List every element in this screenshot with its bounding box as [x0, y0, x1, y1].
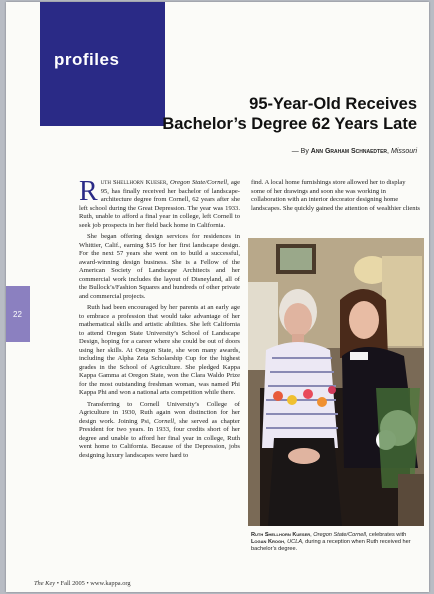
- article-title-line-1: 95-Year-Old Receives: [249, 95, 417, 113]
- footer-text: • Fall 2005 • www.kappa.org: [55, 580, 131, 587]
- section-label: profiles: [54, 50, 120, 69]
- article-column-right: [251, 179, 421, 213]
- drop-cap: R: [79, 176, 98, 207]
- event-photo: [248, 238, 424, 526]
- caption-text-mid: , celebrates with: [365, 532, 407, 538]
- paragraph-4-text-b: , she served as chapter President for two years. In 1933, four credits short of her degree and unable to afford her final year in college, Ruth went home to California. Because of the Depression, jobs designing luxury landscapes were hard to: [79, 417, 240, 459]
- paragraph-4-text-a: Transferring to Cornell University’s College of Agriculture in 1930, Ruth again won distinction for her design work. Joining Psi: [79, 400, 240, 425]
- caption-separator-1: ,: [310, 532, 314, 538]
- byline-prefix: — By: [291, 148, 311, 155]
- magazine-name: The Key: [34, 580, 56, 587]
- paragraph-1-text: , age 95, has finally received her bachelor of landscape-architecture degree from Cornell, 62 years after she left school during the Great Depression. The year was 1933. Ruth, unable to afford a final year in college, left Cornell to seek job prospects in her field back home in California.: [79, 179, 241, 229]
- caption-affiliation-2: UCLA: [287, 539, 303, 545]
- magazine-page: [6, 2, 429, 592]
- paragraph-2: She began offering design services for residences in Whittier, Calif., earning $15 for her first landscape design. For the next 57 years she went on to build a successful, award-winning design business. She is a Fellow of the American Society of Landscape Architects and her commercial work includes the layout of Disneyland, all of the Bullock’s/Fashion Squares and hundreds of other private and commercial projects.: [79, 233, 240, 300]
- byline-separator: ,: [387, 148, 391, 155]
- article-title: [117, 94, 417, 134]
- caption-text-rest: , during a reception when Ruth received her bachelor’s degree.: [251, 539, 411, 552]
- caption-affiliation-1: Oregon State/Cornell: [313, 532, 366, 538]
- photo-illustration: [248, 238, 424, 526]
- page-number: 22: [13, 310, 22, 319]
- article-column-left: [79, 176, 241, 463]
- byline-author: Ann Graham Schnaedter: [310, 148, 388, 155]
- caption-name-1: Ruth Shellhorn Kueser: [251, 532, 311, 538]
- chapter-name: , Cornell: [148, 417, 175, 425]
- byline: [292, 148, 417, 155]
- subject-affiliation: Oregon State/Cornell: [170, 179, 228, 186]
- paragraph-1: [79, 176, 241, 230]
- article-title-line-2: Bachelor’s Degree 62 Years Late: [162, 115, 417, 133]
- photo-caption: [251, 532, 423, 553]
- subject-name: uth Shellhorn Kueser: [100, 179, 167, 186]
- page-footer: [34, 580, 131, 587]
- name-separator: ,: [166, 179, 171, 186]
- byline-location: Missouri: [390, 148, 417, 155]
- paragraph-4: [79, 401, 240, 461]
- caption-separator-2: ,: [284, 539, 288, 545]
- caption-name-2: Logan Krogh: [251, 539, 285, 545]
- page-number-tab: [6, 286, 30, 342]
- paragraph-3: Ruth had been encouraged by her parents at an early age to embrace a profession that would take advantage of her mathematical skills and artistic abilities. She left California to attend Oregon State University’s School of Landscape Design, hoping for a career where she could be out of doors using her skills. At Oregon State, she won many awards, including the Alpha Zeta Scholarship Cup for the highest grades in the School of Agriculture. She pledged Kappa Kappa Gamma at Oregon State, won the Clara Waldo Prize for the most outstanding freshman woman, was named Phi Kappa Phi and won a national arts competition while there.: [79, 304, 240, 396]
- paragraph-5: find. A local home furnishings store allowed her to display some of her drawings and soon she was working in collaboration with an interior decorator designing home landscapes. She quickly gained the attention of wealthier clients: [251, 179, 421, 212]
